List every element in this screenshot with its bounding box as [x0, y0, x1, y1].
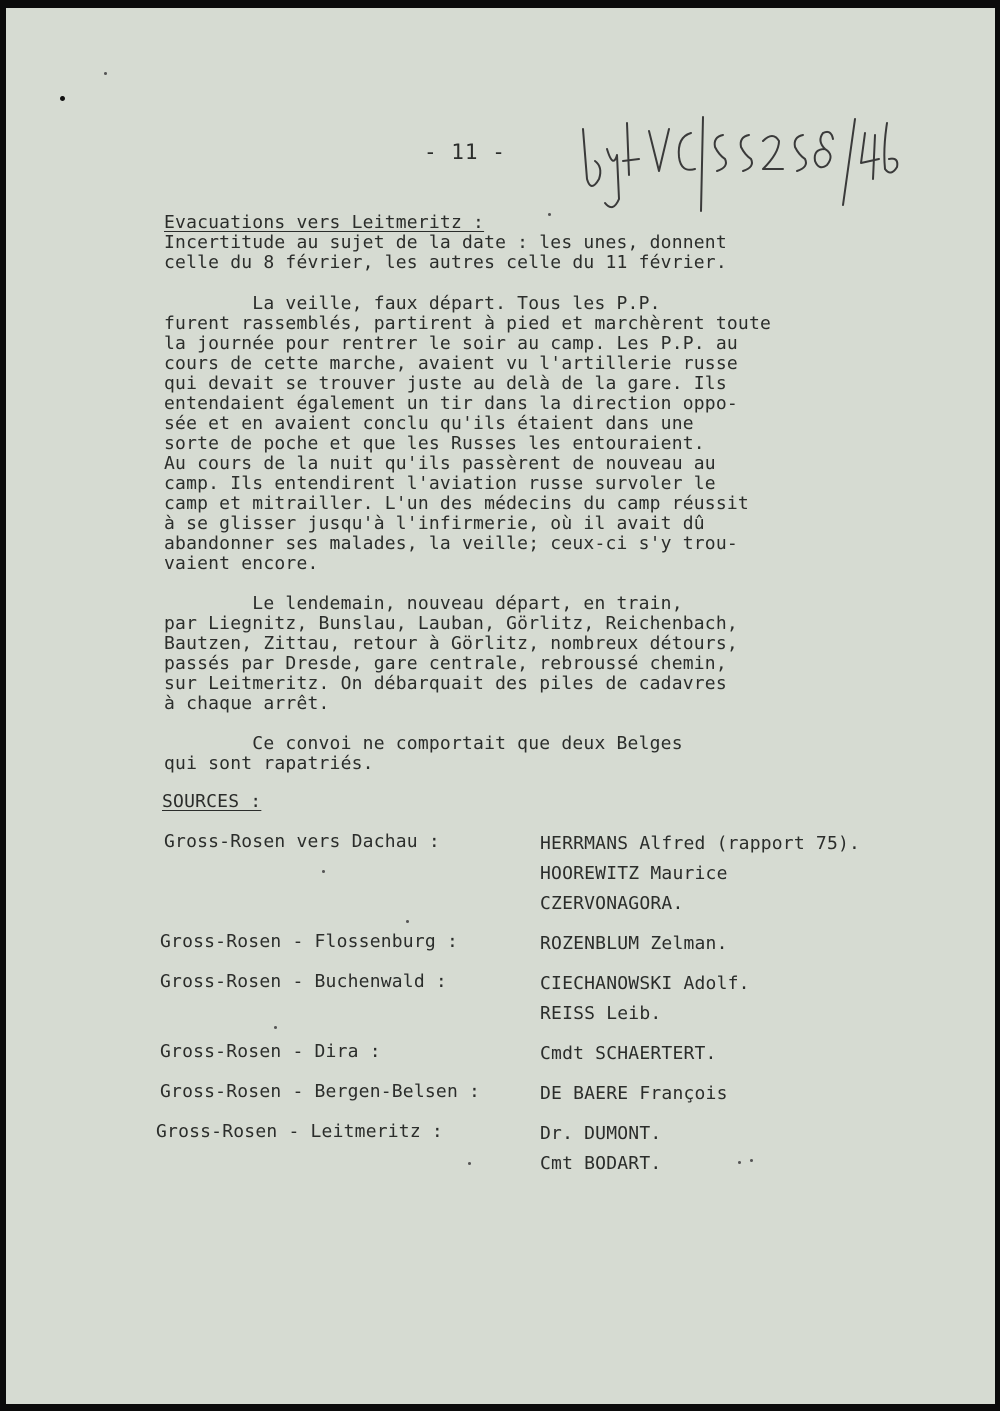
source-name: ROZENBLUM Zelman.	[540, 933, 728, 954]
paragraph-line: qui sont rapatriés.	[164, 753, 374, 774]
handwritten-reference-mark	[573, 109, 903, 219]
paper-speck	[738, 1161, 741, 1164]
sources-heading: SOURCES :	[162, 791, 262, 812]
source-name: DE BAERE François	[540, 1083, 728, 1104]
source-route: Gross-Rosen - Flossenburg :	[160, 931, 458, 952]
paragraph-line: la journée pour rentrer le soir au camp. Les P.P. au	[164, 333, 738, 354]
paper-speck	[468, 1162, 471, 1165]
source-name: HERRMANS Alfred (rapport 75).	[540, 833, 861, 854]
handwritten-reference	[534, 90, 864, 200]
paper-speck	[322, 870, 325, 873]
paper-speck	[548, 213, 551, 216]
paragraph-line: entendaient également un tir dans la direction oppo-	[164, 393, 738, 414]
section-line: celle du 8 février, les autres celle du 11 février.	[164, 252, 727, 273]
punch-mark	[60, 96, 65, 101]
paragraph-line: La veille, faux départ. Tous les P.P.	[164, 293, 661, 314]
paragraph-line: à se glisser jusqu'à l'infirmerie, où il avait dû	[164, 513, 705, 534]
paragraph-line: à chaque arrêt.	[164, 693, 330, 714]
page-number: - 11 -	[424, 140, 506, 164]
source-name: CIECHANOWSKI Adolf.	[540, 973, 750, 994]
paragraph-line: Bautzen, Zittau, retour à Görlitz, nombreux détours,	[164, 633, 738, 654]
paper-speck	[406, 920, 409, 923]
paragraph-line: vaient encore.	[164, 553, 319, 574]
source-route: Gross-Rosen - Buchenwald :	[160, 971, 447, 992]
source-route: Gross-Rosen - Leitmeritz :	[156, 1121, 443, 1142]
paper-speck	[104, 72, 107, 75]
paragraph-line: sée et en avaient conclu qu'ils étaient dans une	[164, 413, 694, 434]
paragraph-line: Ce convoi ne comportait que deux Belges	[164, 733, 683, 754]
paper-speck	[274, 1026, 277, 1029]
paper-speck	[750, 1159, 753, 1162]
paragraph-line: camp et mitrailler. L'un des médecins du camp réussit	[164, 493, 749, 514]
paragraph-line: passés par Dresde, gare centrale, rebroussé chemin,	[164, 653, 727, 674]
source-name: Cmdt SCHAERTERT.	[540, 1043, 717, 1064]
paragraph-line: sorte de poche et que les Russes les entouraient.	[164, 433, 705, 454]
paragraph-line: abandonner ses malades, la veille; ceux-ci s'y trou-	[164, 533, 738, 554]
source-name: HOOREWITZ Maurice	[540, 863, 728, 884]
document-page	[6, 8, 995, 1404]
section-heading: Evacuations vers Leitmeritz :	[164, 212, 485, 233]
paragraph-line: cours de cette marche, avaient vu l'artillerie russe	[164, 353, 738, 374]
source-name: Cmt BODART.	[540, 1153, 662, 1174]
source-route: Gross-Rosen - Dira :	[160, 1041, 381, 1062]
source-name: CZERVONAGORA.	[540, 893, 684, 914]
paragraph-line: qui devait se trouver juste au delà de la gare. Ils	[164, 373, 727, 394]
paragraph-line: sur Leitmeritz. On débarquait des piles de cadavres	[164, 673, 727, 694]
paragraph-line: furent rassemblés, partirent à pied et marchèrent toute	[164, 313, 772, 334]
section-line: Incertitude au sujet de la date : les unes, donnent	[164, 232, 727, 253]
source-route: Gross-Rosen vers Dachau :	[164, 831, 440, 852]
paragraph-line: Au cours de la nuit qu'ils passèrent de nouveau au	[164, 453, 716, 474]
paragraph-line: camp. Ils entendirent l'aviation russe survoler le	[164, 473, 716, 494]
paragraph-line: par Liegnitz, Bunslau, Lauban, Görlitz, Reichenbach,	[164, 613, 738, 634]
paragraph-line: Le lendemain, nouveau départ, en train,	[164, 593, 683, 614]
source-route: Gross-Rosen - Bergen-Belsen :	[160, 1081, 481, 1102]
source-name: REISS Leib.	[540, 1003, 662, 1024]
source-name: Dr. DUMONT.	[540, 1123, 662, 1144]
